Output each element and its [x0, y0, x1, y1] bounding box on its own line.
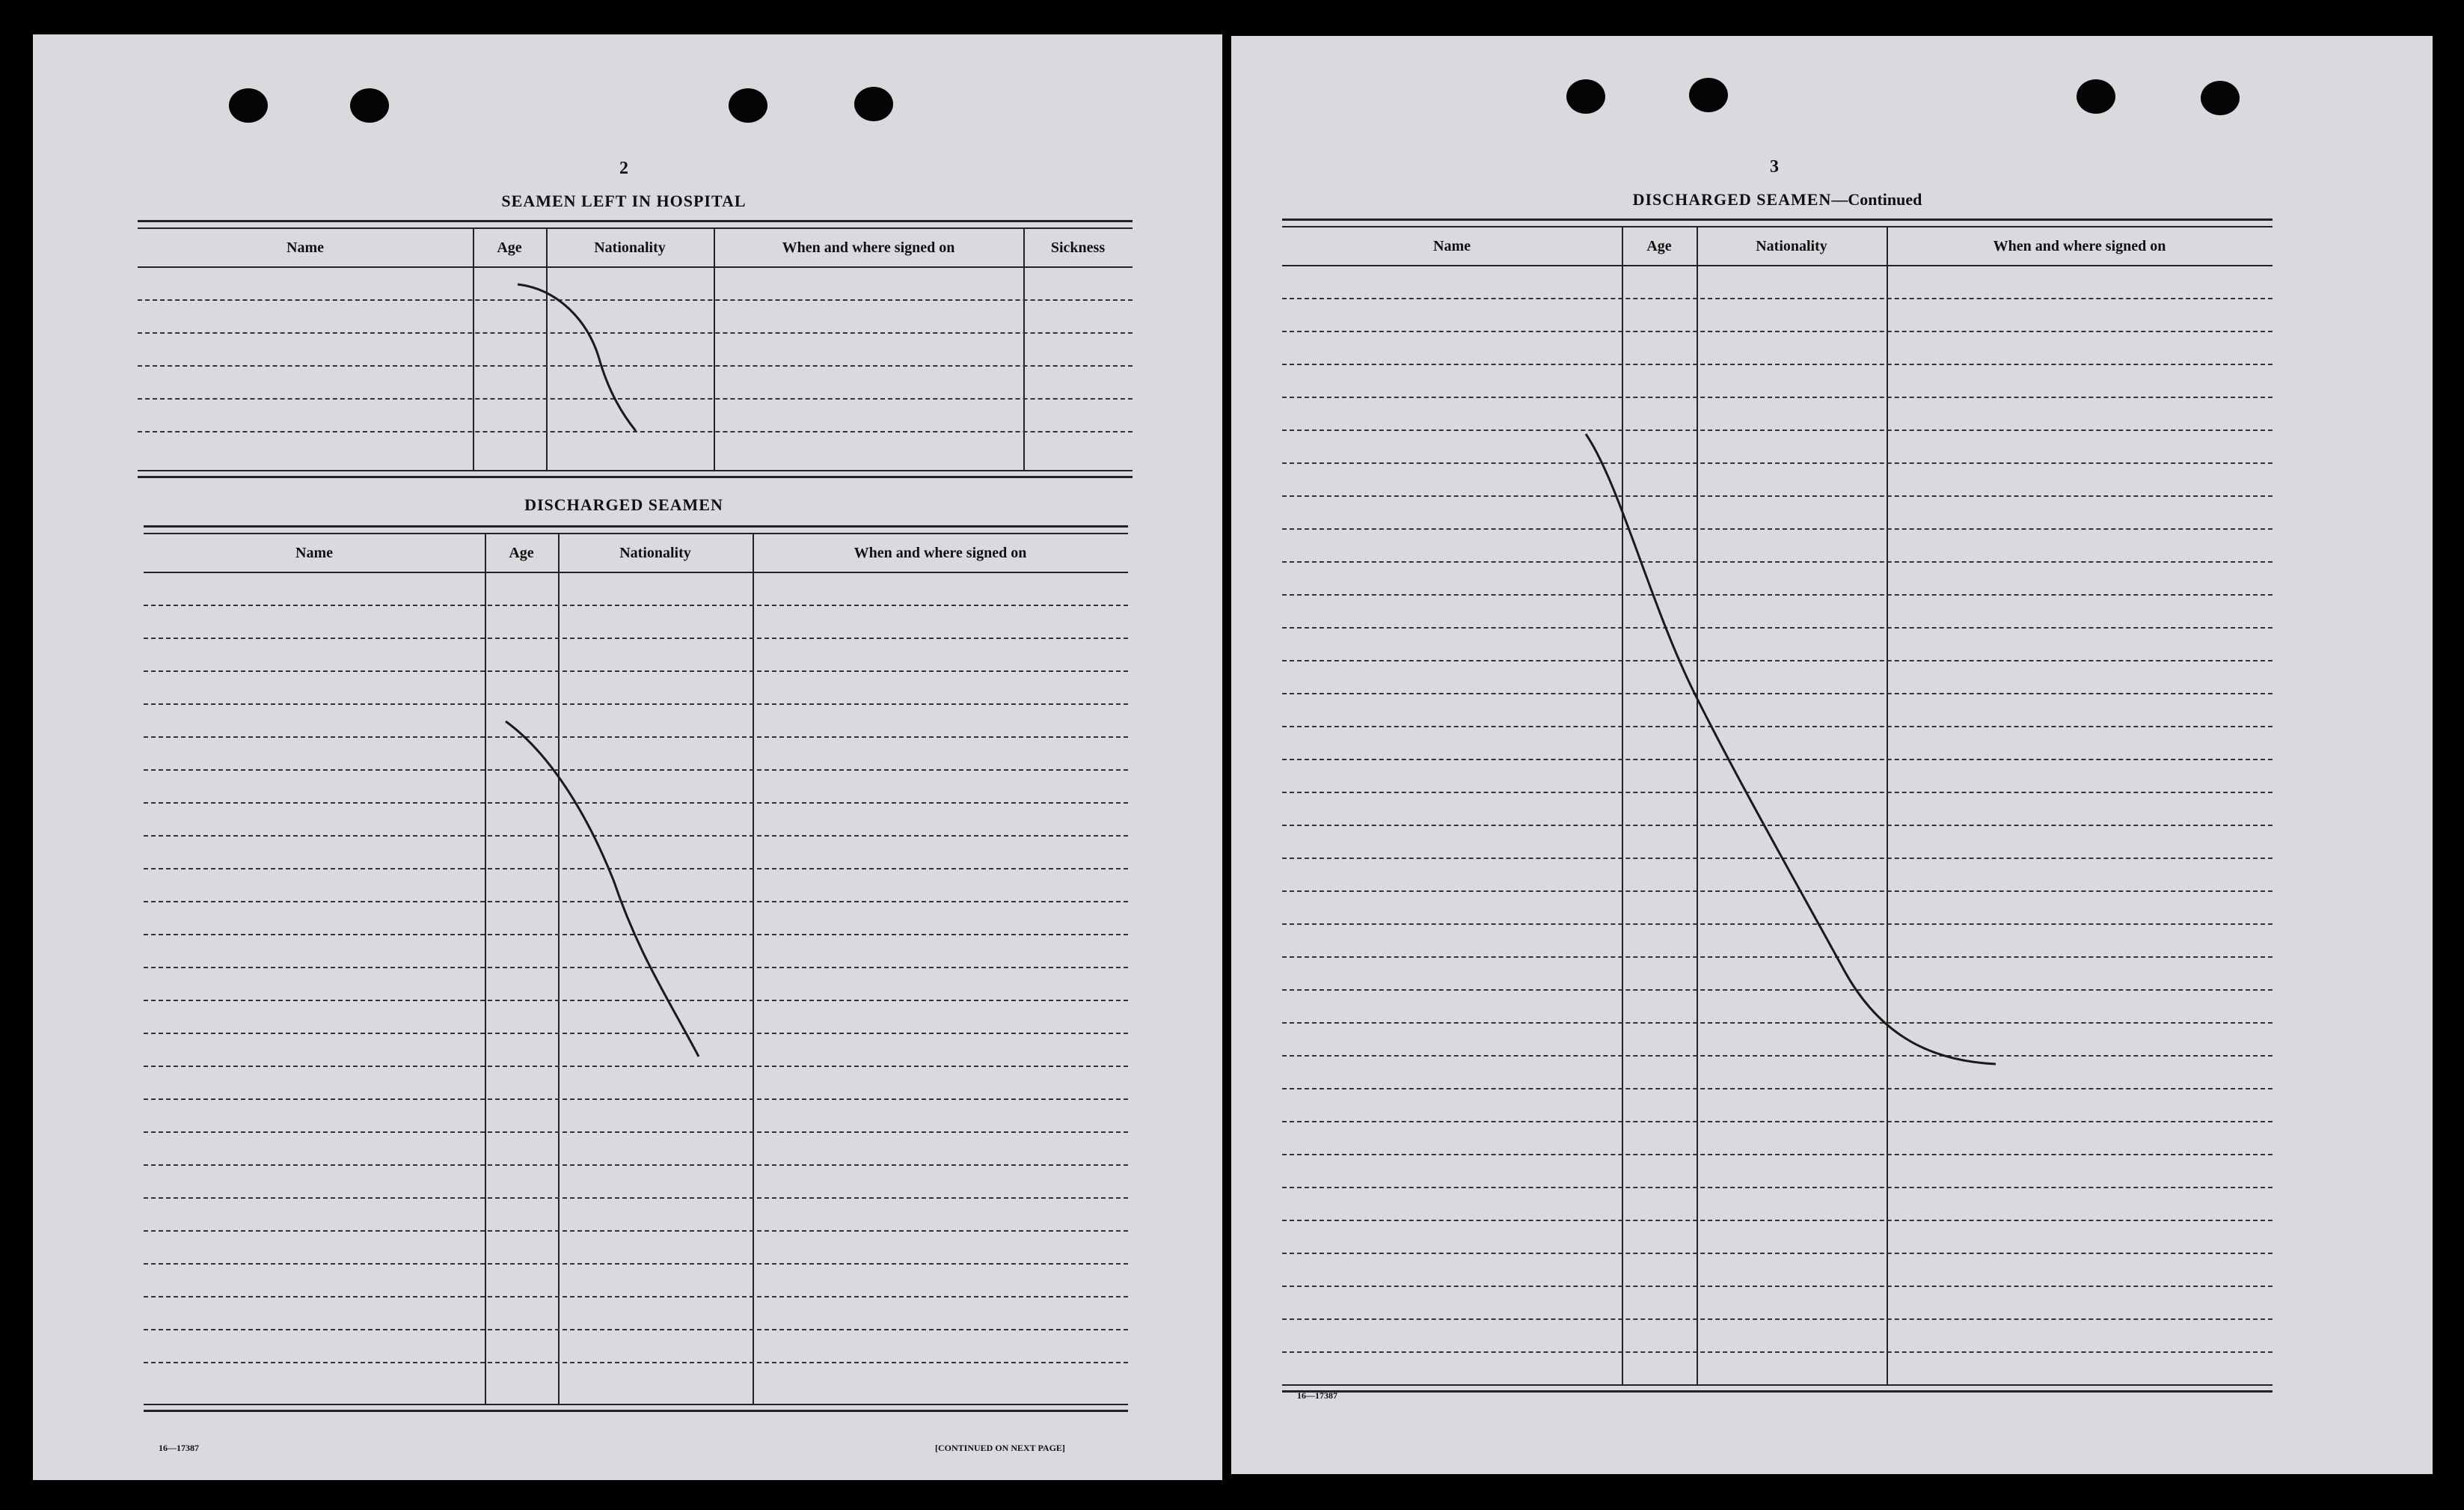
- column-header-name: Name: [286, 239, 324, 256]
- entry-line: [1282, 989, 2273, 991]
- entry-line: [1282, 890, 2273, 892]
- column-header-nationality: Nationality: [594, 239, 666, 256]
- right-page: [1231, 36, 2433, 1474]
- hospital-section-title: SEAMEN LEFT IN HOSPITAL: [501, 192, 747, 210]
- entry-line: [138, 332, 1133, 334]
- entry-line: [1282, 1154, 2273, 1155]
- entry-line: [1282, 726, 2273, 727]
- entry-line: [144, 769, 1128, 771]
- hospital-table: [138, 220, 1133, 510]
- entry-line: [138, 398, 1133, 400]
- entry-line: [1282, 1220, 2273, 1221]
- punch-hole: [2201, 81, 2240, 115]
- punch-hole: [1689, 78, 1728, 112]
- section-title-main: DISCHARGED SEAMEN: [1632, 190, 1832, 209]
- column-header-age: Age: [1646, 238, 1672, 254]
- entry-line: [144, 868, 1128, 869]
- entry-line: [1282, 693, 2273, 694]
- form-number: 16—17387: [159, 1443, 199, 1453]
- entry-line: [1282, 331, 2273, 332]
- discharged-section-title: DISCHARGED SEAMEN: [524, 495, 723, 514]
- entry-line: [144, 736, 1128, 738]
- column-header-name: Name: [1433, 238, 1471, 254]
- entry-line: [1282, 1121, 2273, 1122]
- entry-line: [1282, 1055, 2273, 1057]
- column-header-nationality: Nationality: [619, 545, 691, 561]
- column-header-nationality: Nationality: [1756, 238, 1827, 254]
- entry-line: [1282, 430, 2273, 431]
- entry-line: [1282, 1022, 2273, 1024]
- discharged-continued-table: [1282, 218, 2273, 1431]
- entry-line: [144, 1131, 1128, 1133]
- form-number: 16—17387: [1297, 1390, 1337, 1401]
- entry-line: [138, 299, 1133, 301]
- entry-line: [1282, 462, 2273, 464]
- entry-line: [144, 1000, 1128, 1001]
- entry-line: [144, 1296, 1128, 1297]
- entry-line: [1282, 1088, 2273, 1089]
- column-header-sickness: Sickness: [1050, 239, 1106, 256]
- entry-line: [1282, 956, 2273, 958]
- left-page: [33, 34, 1222, 1480]
- entry-line: [144, 934, 1128, 935]
- entry-line: [1282, 1351, 2273, 1353]
- entry-line: [1282, 858, 2273, 859]
- entry-line: [144, 638, 1128, 639]
- column-header-age: Age: [509, 545, 534, 561]
- entry-line: [144, 605, 1128, 606]
- entry-line: [144, 703, 1128, 705]
- entry-line: [144, 1066, 1128, 1067]
- entry-line: [1282, 627, 2273, 629]
- section-title: [1530, 190, 2024, 210]
- entry-line: [1282, 1253, 2273, 1254]
- entry-line: [144, 1164, 1128, 1166]
- entry-line: [144, 802, 1128, 804]
- entry-line: [1282, 528, 2273, 530]
- section-title-continued: —Continued: [1831, 190, 1922, 209]
- entry-line: [1282, 923, 2273, 925]
- entry-line: [144, 670, 1128, 672]
- entry-line: [144, 967, 1128, 968]
- punch-hole: [2077, 79, 2115, 114]
- column-header-name: Name: [295, 545, 333, 561]
- punch-hole: [1566, 79, 1605, 114]
- column-header-age: Age: [497, 239, 522, 256]
- entry-line: [144, 901, 1128, 902]
- entry-line: [138, 431, 1133, 432]
- entry-line: [1282, 792, 2273, 793]
- entry-line: [1282, 1187, 2273, 1188]
- entry-line: [144, 1329, 1128, 1330]
- column-header-signed-on: When and where signed on: [782, 239, 955, 256]
- entry-line: [1282, 825, 2273, 826]
- page-number: 3: [1770, 157, 1779, 177]
- entry-line: [144, 1263, 1128, 1265]
- entry-line: [144, 1230, 1128, 1232]
- column-header-signed-on: When and where signed on: [853, 545, 1027, 561]
- column-header-signed-on: When and where signed on: [1993, 238, 2166, 254]
- entry-line: [1282, 561, 2273, 563]
- entry-line: [1282, 1286, 2273, 1287]
- entry-line: [144, 1098, 1128, 1100]
- entry-line: [144, 1197, 1128, 1199]
- entry-line: [144, 1362, 1128, 1363]
- discharged-table: [144, 525, 1128, 1432]
- punch-hole: [229, 88, 268, 123]
- entry-line: [1282, 1318, 2273, 1320]
- page-number: 2: [619, 159, 628, 178]
- entry-line: [1282, 298, 2273, 299]
- entry-line: [1282, 495, 2273, 497]
- continued-note: [CONTINUED ON NEXT PAGE]: [935, 1443, 1065, 1453]
- punch-hole: [350, 88, 389, 123]
- entry-line: [1282, 660, 2273, 661]
- punch-hole: [854, 87, 893, 121]
- entry-line: [1282, 759, 2273, 760]
- punch-hole: [729, 88, 767, 123]
- entry-line: [144, 1033, 1128, 1034]
- entry-line: [144, 835, 1128, 837]
- entry-line: [138, 365, 1133, 367]
- entry-line: [1282, 594, 2273, 596]
- entry-line: [1282, 364, 2273, 365]
- entry-line: [1282, 397, 2273, 398]
